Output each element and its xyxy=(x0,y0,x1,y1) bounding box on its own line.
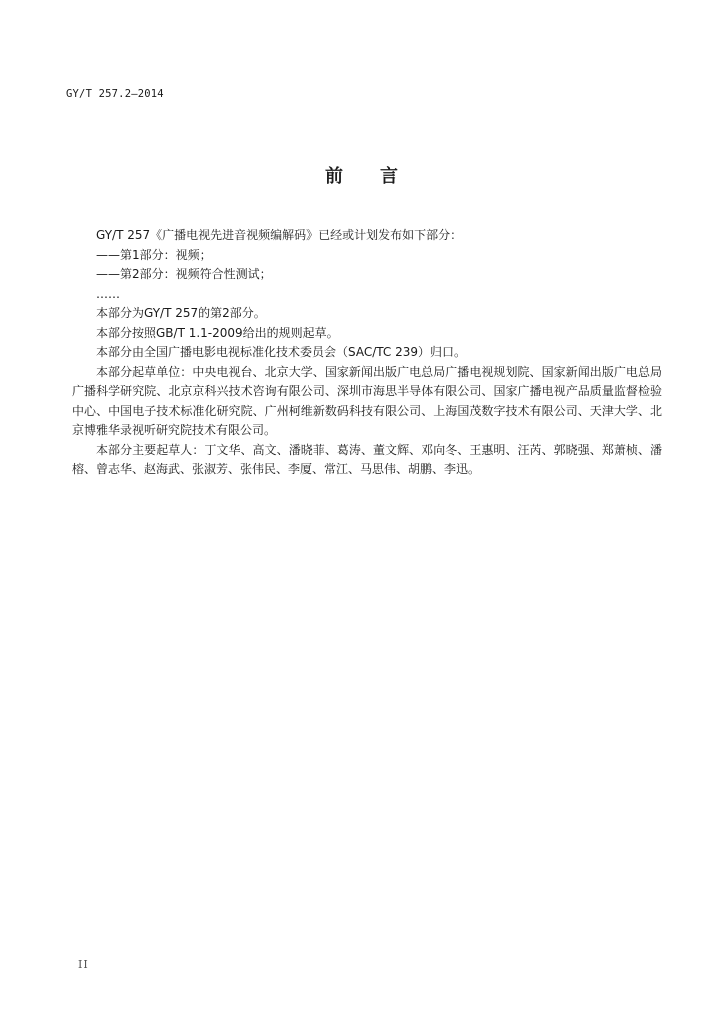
list-item-part-1: ——第1部分：视频； xyxy=(96,247,212,262)
paragraph-committee: 本部分由全国广播电影电视标准化技术委员会（SAC/TC 239）归口。 xyxy=(96,345,466,359)
paragraph-part-statement: 本部分为GY/T 257的第2部分。 xyxy=(96,306,266,320)
foreword-body xyxy=(72,226,662,480)
title-char-1: 前 xyxy=(325,166,344,187)
standard-code: GY/T 257.2—2014 xyxy=(66,88,164,100)
list-ellipsis: …… xyxy=(96,286,120,301)
paragraph-drafting-units: 本部分起草单位：中央电视台、北京大学、国家新闻出版广电总局广播电视规划院、国家新闻出版广电总局广播科学研究院、北京京科兴技术咨询有限公司、深圳市海思半导体有限公司、国家广播电视产品质量监督检验中心、中国电子技术标准化研究院、广州柯维新数码科技有限公司、上海国茂数字技术有限公司、天津大学、北京博雅华录视听研究院技术有限公司。 xyxy=(72,364,662,437)
page-title xyxy=(0,162,724,188)
paragraph-drafting-rules: 本部分按照GB/T 1.1-2009给出的规则起草。 xyxy=(96,325,339,340)
title-char-2: 言 xyxy=(380,166,399,187)
paragraph-drafters: 本部分主要起草人：丁文华、高文、潘晓菲、葛涛、董文辉、邓向冬、王惠明、汪芮、郭晓强、郑萧桢、潘榕、曾志华、赵海武、张淑芳、张伟民、李厦、常江、马思伟、胡鹏、李迅。 xyxy=(72,442,662,476)
paragraph-parts-intro: GY/T 257《广播电视先进音视频编解码》已经或计划发布如下部分： xyxy=(96,228,463,242)
page-number: II xyxy=(78,958,89,971)
list-item-part-2: ——第2部分：视频符合性测试； xyxy=(96,267,272,281)
